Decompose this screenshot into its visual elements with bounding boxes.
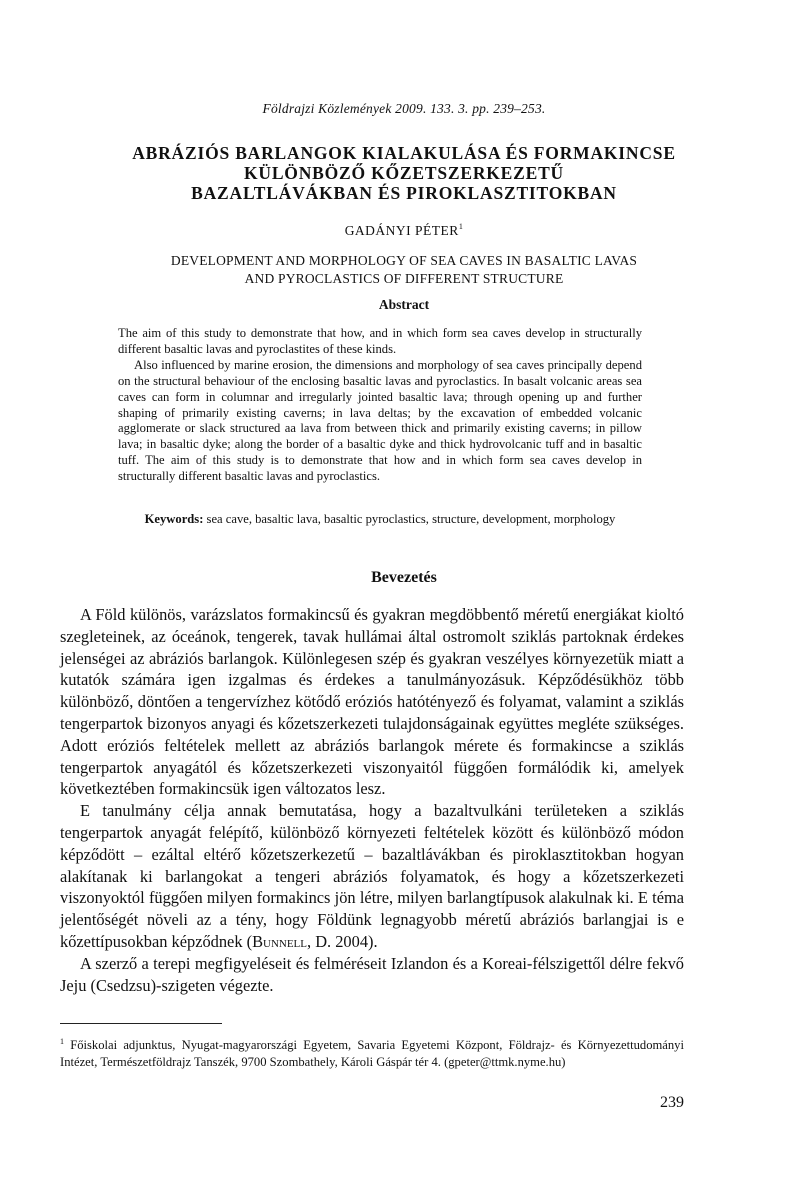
title-line: ABRÁZIÓS BARLANGOK KIALAKULÁSA ÉS FORMAKINCSE bbox=[132, 143, 676, 163]
running-head: Földrajzi Közlemények 2009. 133. 3. pp. 239–253. bbox=[262, 101, 546, 116]
keywords-line bbox=[118, 512, 642, 527]
section-heading: Bevezetés bbox=[371, 569, 437, 586]
english-title-line: AND PYROCLASTICS OF DIFFERENT STRUCTURE bbox=[244, 271, 564, 286]
title-line: KÜLÖNBÖZŐ KŐZETSZERKEZETŰ bbox=[243, 163, 564, 183]
body-paragraph-text: E tanulmány célja annak bemutatása, hogy a bazaltvulkáni területeken a sziklás tengerpartok anyagát felépítő, különböző környezeti feltételek között és különböző módon képződött – ezáltal eltérő kőzetszerkezetű – bazaltlávákban és piroklasztitokban hogyan alakítanak ki barlangokat a tengeri abráziós folyamatok, és hogy a kőzetszerkezeti viszonyoktól függően milyen formakincs jön létre, milyen barlangtípusok alakulnak ki. E téma jelentőségét növeli az a tény, hogy Földünk legnagyobb méretű abráziós barlangjai is e kőzettípusokban képződnek ( bbox=[60, 801, 684, 951]
title-line: BAZALTLÁVÁKBAN ÉS PIROKLASZTITOKBAN bbox=[191, 183, 617, 203]
body-text bbox=[60, 604, 684, 996]
citation-end: , D. 2004). bbox=[307, 931, 378, 951]
author-line bbox=[0, 222, 808, 239]
keywords-text: sea cave, basaltic lava, basaltic pyroclastics, structure, development, morphology bbox=[206, 512, 616, 526]
english-title bbox=[80, 252, 728, 288]
page-number: 239 bbox=[660, 1094, 684, 1111]
footnote-mark: 1 bbox=[60, 1037, 64, 1046]
author-name: GADÁNYI PÉTER bbox=[344, 223, 459, 238]
abstract-paragraph: The aim of this study to demonstrate that how, and in which form sea caves develop in structurally different basaltic lavas and pyroclastites of these kinds. bbox=[118, 326, 642, 356]
body-paragraph bbox=[60, 800, 684, 953]
footnote bbox=[60, 1033, 684, 1071]
body-paragraph: A szerző a terepi megfigyeléseit és felméréseit Izlandon és a Koreai-félszigettől délre fekvő Jeju (Csedzsu)-szigeten végezte. bbox=[60, 953, 684, 995]
footnote-divider bbox=[60, 1023, 222, 1024]
english-title-line: DEVELOPMENT AND MORPHOLOGY OF SEA CAVES IN BASALTIC LAVAS bbox=[170, 253, 638, 268]
abstract-body bbox=[118, 326, 642, 485]
article-title bbox=[60, 143, 748, 203]
author-footnote-mark: 1 bbox=[458, 222, 464, 231]
keywords-label: Keywords: bbox=[144, 512, 204, 526]
footnote-text: Főiskolai adjunktus, Nyugat-magyarországi Egyetem, Savaria Egyetemi Központ, Földrajz- és Környezettudományi Intézet, Természetföldrajz Tanszék, 9700 Szombathely, Károli Gáspár tér 4. (gpeter@ttmk.nyme.hu) bbox=[60, 1038, 684, 1069]
body-paragraph: A Föld különös, varázslatos formakincsű és gyakran megdöbbentő méretű energiákat kioltó szegleteinek, az óceánok, tengerek, tavak hullámai által ostromolt sziklás partoknak érdekes jelenségei az abráziós barlangok. Különlegesen szép és gyakran veszélyes környezetük miatt a kutatók számára igen izgalmas és érdekes a tanulmányozásuk. Képződésükhöz több különböző, döntően a tengervízhez kötődő eróziós hatótényező és folyamat, valamint a sziklás tengerpartok bizonyos anyagi és kőzetszerkezeti tulajdonságainak együttes megléte szükséges. Adott eróziós feltételek mellett az abráziós barlangok mérete és formakincse a sziklás tengerpartok anyagától és kőzetszerkezeti viszonyaitól függően formálódik ki, amelyek következtében formakincsük igen változatos lesz. bbox=[60, 605, 684, 799]
citation-author: Bunnell bbox=[252, 931, 307, 951]
abstract-paragraph: Also influenced by marine erosion, the dimensions and morphology of sea caves principally depend on the structural behaviour of the enclosing basaltic lavas and pyroclastics. In basalt volcanic areas sea caves can form in columnar and irregularly jointed basaltic lava; through opening up and further shaping of primarily existing caverns; in lava deltas; by the excavation of embedded volcanic agglomerate or slack structured aa lava from between thick and primarily existing caverns; in pillow lava; in basaltic dyke; along the border of a basaltic dyke and thick hydrovolcanic tuff and in basaltic tuff. The aim of this study is to demonstrate that how and in which form sea caves develop in structurally different basaltic lavas and pyroclastics. bbox=[118, 357, 642, 484]
abstract-heading: Abstract bbox=[378, 297, 430, 312]
